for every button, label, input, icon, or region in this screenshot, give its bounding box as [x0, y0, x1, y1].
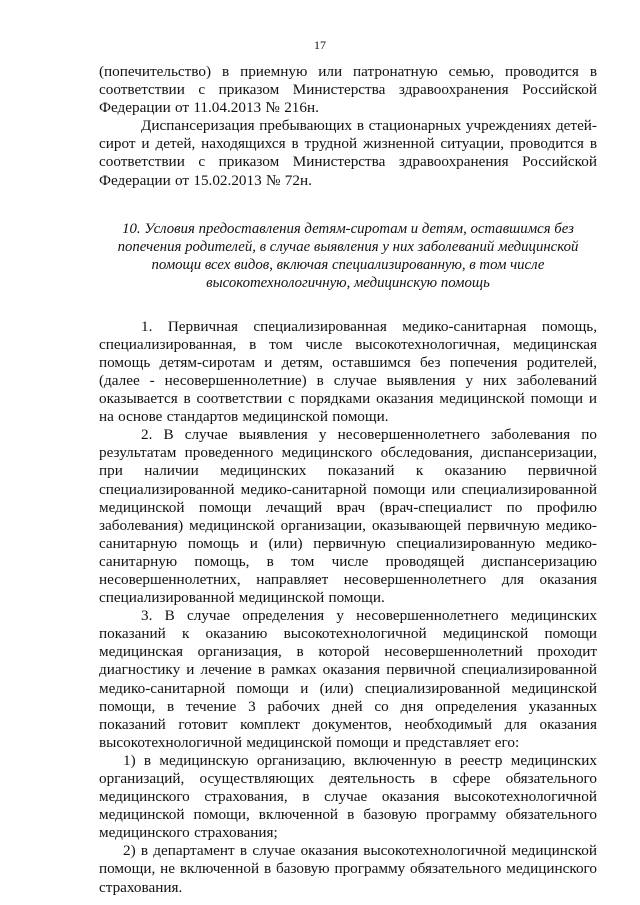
paragraph-dispanserization: Диспансеризация пребывающих в стационарных учреждениях детей-сирот и детей, находящихся в трудной жизненной ситуации, проводится в соответствии с приказом Министерства здравоохранения Российской Федерации от 15.02.2013 № 72н.: [99, 117, 597, 189]
page-number: 17: [314, 38, 326, 52]
page-content: [99, 63, 597, 897]
section-heading: 10. Условия предоставления детям-сиротам и детям, оставшимся без попечения родителей, в случае выявления у них заболеваний медицинской помощи всех видов, включая специализированную, в том числе высокотехнологичную, медицинскую помощь: [117, 220, 579, 291]
subitem-1: 1) в медицинскую организацию, включенную в реестр медицинских организаций, осуществляющих деятельность в сфере обязательного медицинского страхования, в случае оказания высокотехнологичной медицинской помощи, включенной в базовую программу обязательного медицинского страхования;: [99, 751, 597, 842]
item-1: 1. Первичная специализированная медико-санитарная помощь, специализированная, в том числе высокотехнологичная, медицинская помощь детям-сиротам и детям, оставшимся без попечения родителей, (далее - несовершеннолетние) в случае выявления у них заболеваний оказывается в соответствии с порядками оказания медицинской помощи и на основе стандартов медицинской помощи.: [99, 317, 597, 426]
subitem-2: 2) в департамент в случае оказания высокотехнологичной медицинской помощи, не включенной в базовую программу обязательного медицинского страхования.: [99, 842, 597, 896]
item-3: 3. В случае определения у несовершеннолетнего медицинских показаний к оказанию высокотехнологичной медицинской помощи медицинская организация, в которой несовершеннолетний проходит диагностику и лечение в рамках оказания первичной специализированной медико-санитарной помощи и (или) специализированной медицинской помощи, в течение 3 рабочих дней со дня определения указанных показаний готовит комплект документов, необходимый для оказания высокотехнологичной медицинской помощи и представляет его:: [99, 607, 597, 751]
item-2: 2. В случае выявления у несовершеннолетнего заболевания по результатам проведенного медицинского обследования, диспансеризации, при наличии медицинских показаний к оказанию первичной специализированной медико-санитарной помощи или специализированной медицинской помощи лечащий врач (врач-специалист по профилю заболевания) медицинской организации, оказывающей первичную медико-санитарную помощь и (или) первичную специализированную медико-санитарную помощь, в том числе проводящей диспансеризацию несовершеннолетних, направляет несовершеннолетнего для оказания специализированной медицинской помощи.: [99, 426, 597, 607]
paragraph-continuation: (попечительство) в приемную или патронатную семью, проводится в соответствии с приказом Министерства здравоохранения Российской Федерации от 11.04.2013 № 216н.: [99, 63, 597, 117]
